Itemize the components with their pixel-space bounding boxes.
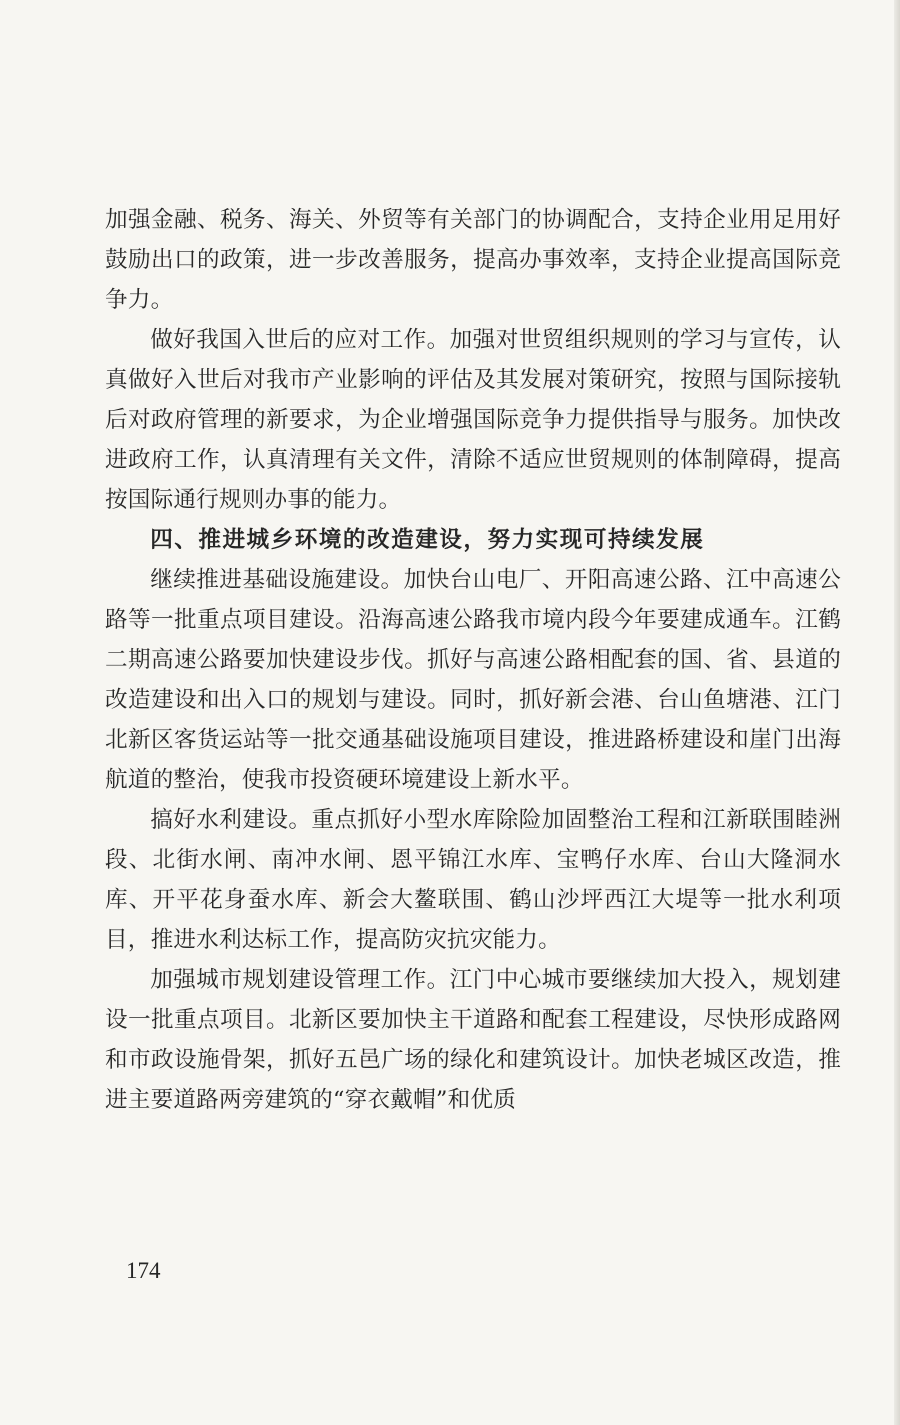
paragraph-wto-response: 做好我国入世后的应对工作。加强对世贸组织规则的学习与宣传，认真做好入世后对我市产业影响的评估及其发展对策研究，按照与国际接轨后对政府管理的新要求，为企业增强国际竞争力提供指导与服务。加快改进政府工作，认真清理有关文件，清除不适应世贸规则的体制障碍，提高按国际通行规则办事的能力。 xyxy=(105,327,841,513)
paragraph-infrastructure: 继续推进基础设施建设。加快台山电厂、开阳高速公路、江中高速公路等一批重点项目建设。沿海高速公路我市境内段今年要建成通车。江鹤二期高速公路要加快建设步伐。抓好与高速公路相配套的国、省、县道的改造建设和出入口的规划与建设。同时，抓好新会港、台山鱼塘港、江门北新区客货运站等一批交通基础设施项目建设，推进路桥建设和崖门出海航道的整治，使我市投资硬环境建设上新水平。 xyxy=(105,567,841,793)
paragraph-urban-planning: 加强城市规划建设管理工作。江门中心城市要继续加大投入，规划建设一批重点项目。北新区要加快主干道路和配套工程建设，尽快形成路网和市政设施骨架，抓好五邑广场的绿化和建筑设计。加快老城区改造，推进主要道路两旁建筑的“穿衣戴帽”和优质 xyxy=(105,967,841,1113)
page-edge-shadow xyxy=(894,0,900,1425)
paragraph-continued: 加强金融、税务、海关、外贸等有关部门的协调配合，支持企业用足用好鼓励出口的政策，进一步改善服务，提高办事效率，支持企业提高国际竞争力。 xyxy=(105,207,841,313)
body-text xyxy=(105,200,841,1120)
section-heading: 四、推进城乡环境的改造建设，努力实现可持续发展 xyxy=(150,527,705,553)
paragraph-water-conservancy: 搞好水利建设。重点抓好小型水库除险加固整治工程和江新联围睦洲段、北街水闸、南冲水闸、恩平锦江水库、宝鸭仔水库、台山大隆洞水库、开平花身蚕水库、新会大鳌联围、鹤山沙坪西江大堤等一批水利项目，推进水利达标工作，提高防灾抗灾能力。 xyxy=(105,807,841,953)
page-number: 174 xyxy=(126,1258,161,1283)
